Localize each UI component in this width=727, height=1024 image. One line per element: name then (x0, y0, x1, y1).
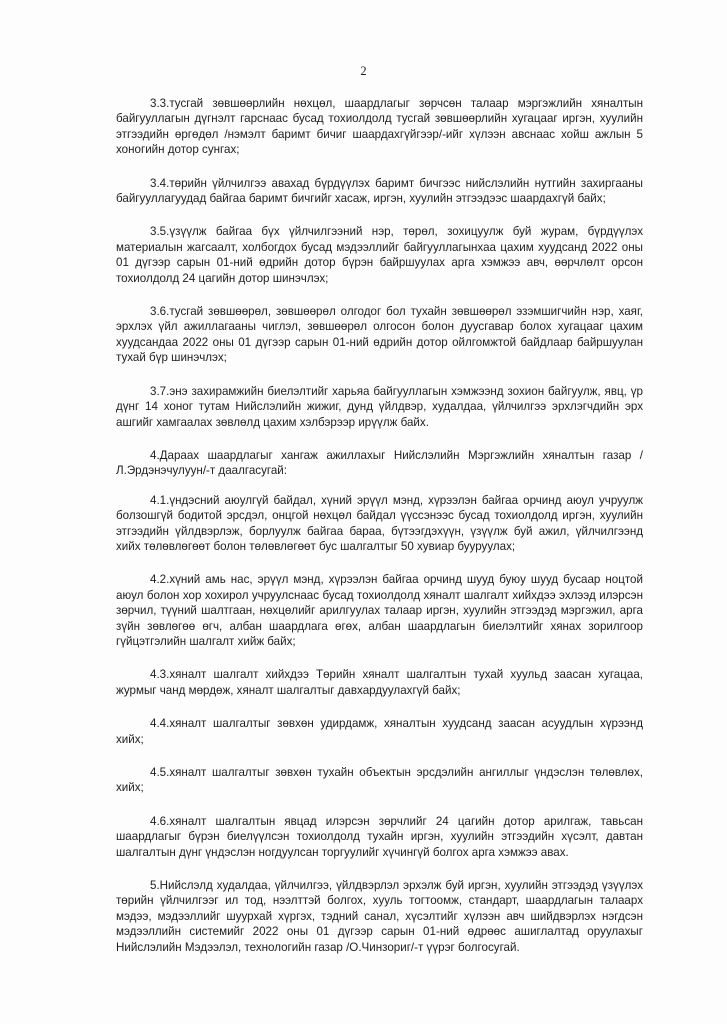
page-number: 2 (360, 64, 367, 78)
document-body (116, 96, 643, 955)
paragraph-4-1: 4.1.үндэсний аюулгүй байдал, хүний эрүүл мэнд, хүрээлэн байгаа орчинд аюул учруулж болзошгүй бодитой эрсдэл, онцгой нөхцөл байдал үүссэнээс бусад тохиолдолд иргэн, хуулийн этгээдийн үйлдвэрлэж, борлуулж байгаа бараа, бүтээгдэхүүн, үзүүлж буй ажил, үйлчилгээнд хийх төлөвлөгөөт болон төлөвлөгөөт бус шалгалтыг 50 хувиар бууруулах; (116, 493, 643, 553)
paragraph-5: 5.Нийслэлд худалдаа, үйлчилгээ, үйлдвэрлэл эрхэлж буй иргэн, хуулийн этгээдэд үзүүлэх төрийн үйлчилгээг ил тод, нээлттэй болгох, хууль тогтоомж, стандарт, шаардлагын талаарх мэдээ, мэдээллийг шуурхай хүргэх, тэдний санал, хүсэлтийг хүлээн авч шийдвэрлэх нэгдсэн мэдээллийн системийг 2022 оны 01 дүгээр сарын 01-ний өдрөөс ашиглалтад оруулахыг Нийслэлийн Мэдээлэл, технологийн газар /О.Чинзориг/-т үүрэг болгосугай. (116, 879, 643, 954)
paragraph-4-2: 4.2.хүний амь нас, эрүүл мэнд, хүрээлэн байгаа орчинд шууд буюу шууд бусаар ноцтой аюул болон хор хохирол учруулснаас бусад тохиолдолд хяналт шалгалт хийхдээ эхлээд илэрсэн зөрчил, түүний шалтгаан, нөхцөлийг арилгуулах талаар иргэн, хуулийн этгээдэд мэргэжил, арга зүйн зөвлөгөө өгч, албан шаардлага өгөх, албан шаардлагын биелэлтийг хянах зорилгоор гүйцэтгэлийн шалгалт хийж байх; (116, 573, 643, 648)
paragraph-3-5: 3.5.үзүүлж байгаа бүх үйлчилгээний нэр, төрөл, зохицуулж буй журам, бүрдүүлэх материалын жагсаалт, холбогдох бусад мэдээллийг байгууллагынхаа цахим хуудсанд 2022 оны 01 дүгээр сарын 01-ний өдрийн дотор бүрэн байршуулах арга хэмжээ авч, өөрчлөлт орсон тохиолдолд 24 цагийн дотор шинэчлэх; (116, 225, 643, 285)
paragraph-3-3: 3.3.тусгай зөвшөөрлийн нөхцөл, шаардлагыг зөрчсөн талаар мэргэжлийн хяналтын байгууллагын дүгнэлт гарснаас бусад тохиолдолд тусгай зөвшөөрлийн хугацааг иргэн, хуулийн этгээдийн өргөдөл /нэмэлт баримт бичиг шаардахгүйгээр/-ийг хүлээн авснаас хойш ажлын 5 хоногийн дотор сунгах; (116, 97, 643, 157)
paragraph-4-5: 4.5.хяналт шалгалтыг зөвхөн тухайн объектын эрсдэлийн ангиллыг үндэслэн төлөвлөх, хийх; (116, 766, 643, 795)
paragraph-3-4: 3.4.төрийн үйлчилгээ авахад бүрдүүлэх баримт бичгээс нийслэлийн нутгийн захиргааны байгууллагуудад байгаа баримт бичгийг хасаж, иргэн, хуулийн этгээдээс шаардахгүй байх; (116, 176, 643, 206)
paragraph-4: 4.Дараах шаардлагыг хангаж ажиллахыг Нийслэлийн Мэргэжлийн хяналтын газар /Л.Эрдэнэчулуун/-т даалгасугай: (116, 448, 643, 478)
paragraph-4-6: 4.6.хяналт шалгалтын явцад илэрсэн зөрчлийг 24 цагийн дотор арилгаж, тавьсан шаардлагыг бүрэн биелүүлсэн тохиолдолд тухайн иргэн, хуулийн этгээдийн хүсэлт, давтан шалгалтын дүнг үндэслэн ногдуулсан торгуулийг хүчингүй болгох арга хэмжээ авах. (116, 814, 643, 859)
paragraph-4-4: 4.4.хяналт шалгалтыг зөвхөн удирдамж, хяналтын хуудсанд заасан асуудлын хүрээнд хийх; (116, 717, 643, 746)
paragraph-3-6: 3.6.тусгай зөвшөөрөл, зөвшөөрөл олгодог бол тухайн зөвшөөрөл эзэмшигчийн нэр, хаяг, эрхлэх үйл ажиллагааны чиглэл, зөвшөөрөл олгосон болон дуусгавар болох хугацааг цахим хуудсандаа 2022 оны 01 дүгээр сарын 01-ний өдрийн дотор ойлгомжтой байдлаар байршуулан тухай бүр шинэчлэх; (116, 305, 643, 365)
paragraph-4-3: 4.3.хяналт шалгалт хийхдээ Төрийн хяналт шалгалтын тухай хуульд заасан хугацаа, журмыг чанд мөрдөж, хяналт шалгалтыг давхардуулахгүй байх; (116, 668, 643, 697)
paragraph-3-7: 3.7.энэ захирамжийн биелэлтийг харьяа байгууллагын хэмжээнд зохион байгуулж, явц, үр дүнг 14 хоног тутам Нийслэлийн жижиг, дунд үйлдвэр, худалдаа, үйлчилгээ эрхлэгчдийн эрх ашгийг хамгаалах зөвлөлд цахим хэлбэрээр ирүүлж байх. (116, 384, 643, 429)
